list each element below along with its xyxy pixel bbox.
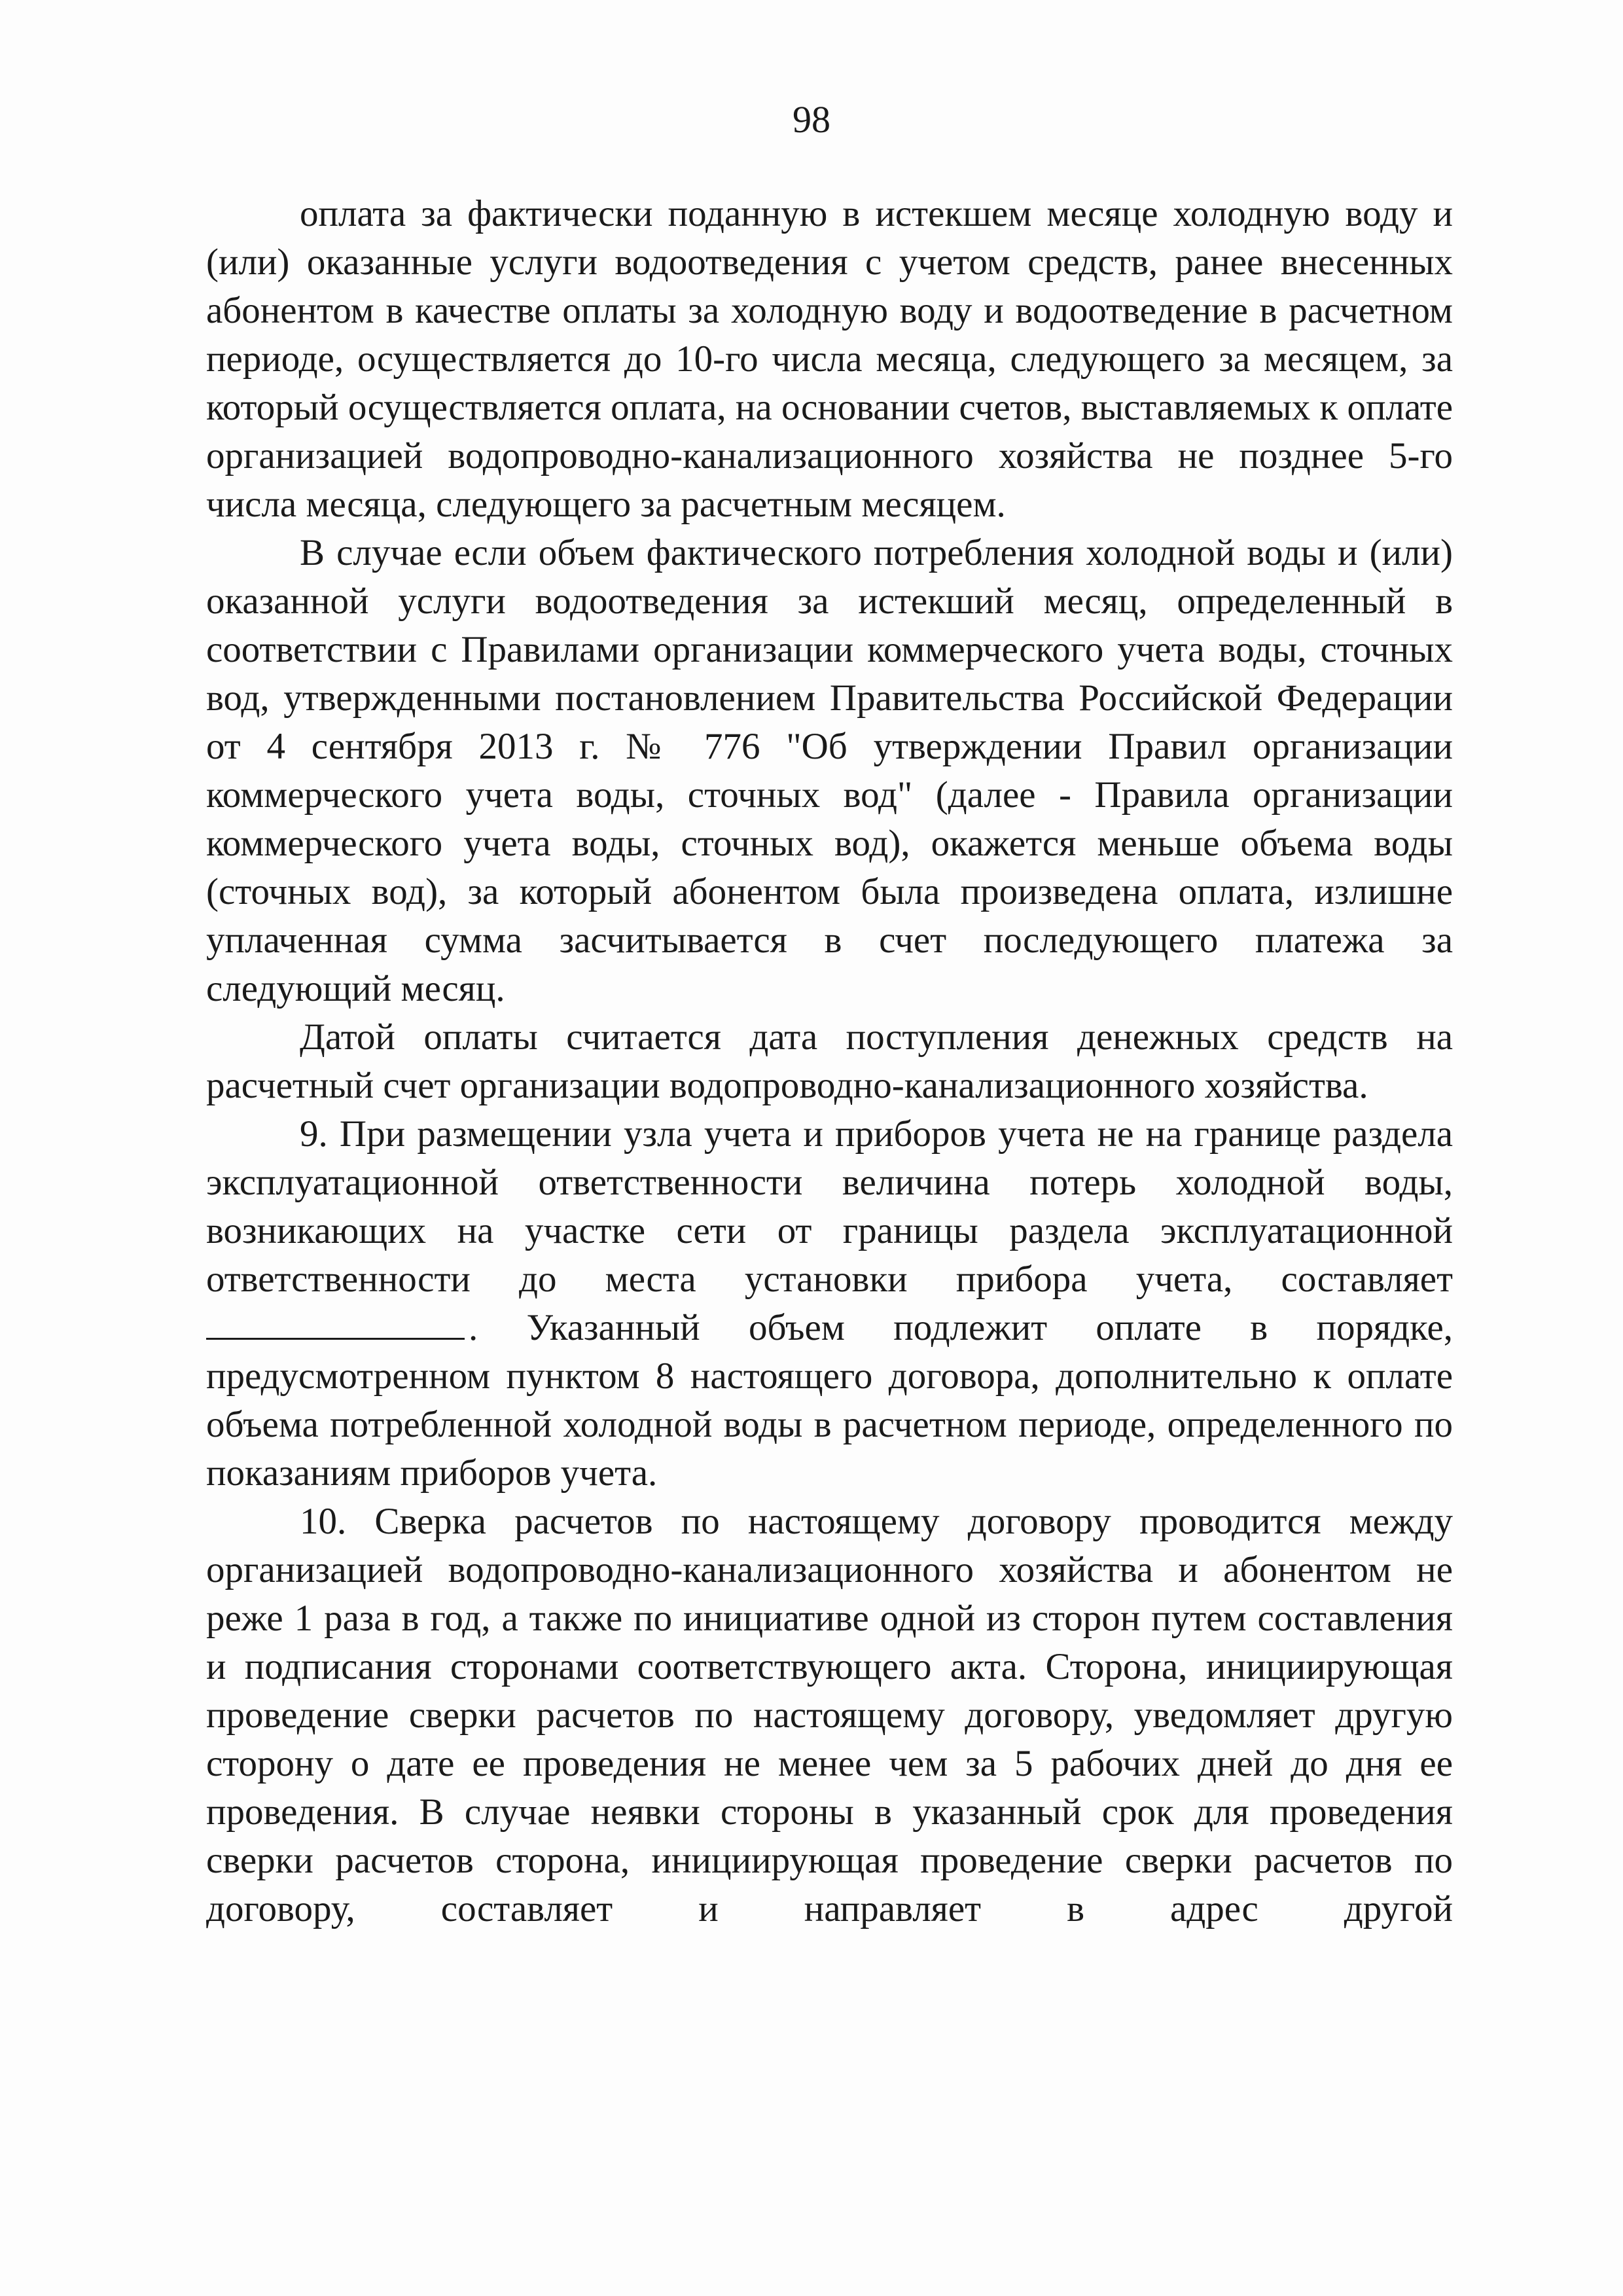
clause-9-text-before-blank: 9. При размещении узла учета и приборов учета не на границе раздела эксплуатационной ответственности величина потерь холодной воды, возникающих на участке сети от границы раздела эксплуатационной ответственности до места установки прибора учета, составляет: [206, 1113, 1453, 1300]
document-body: [206, 190, 1453, 1933]
paragraph-payment-terms: оплата за фактически поданную в истекшем месяце холодную воду и (или) оказанные услуги водоотведения с учетом средств, ранее внесенных абонентом в качестве оплаты за холодную воду и водоотведение в расчетном периоде, осуществляется до 10-го числа месяца, следующего за месяцем, за который осуществляется оплата, на основании счетов, выставляемых к оплате организацией водопроводно-канализационного хозяйства не позднее 5-го числа месяца, следующего за расчетным месяцем.: [206, 193, 1453, 525]
blank-fill-line: [206, 1305, 465, 1340]
paragraph-clause-9: [206, 1110, 1453, 1498]
clause-9-text-after-blank: . Указанный объем подлежит оплате в порядке, предусмотренном пунктом 8 настоящего договора, дополнительно к оплате объема потребленной холодной воды в расчетном периоде, определенного по показаниям приборов учета.: [206, 1307, 1453, 1494]
paragraph-payment-date: Датой оплаты считается дата поступления денежных средств на расчетный счет организации водопроводно-канализационного хозяйства.: [206, 1016, 1453, 1106]
page-number: 98: [793, 98, 830, 141]
paragraph-clause-10: 10. Сверка расчетов по настоящему договору проводится между организацией водопроводно-канализационного хозяйства и абонентом не реже 1 раза в год, а также по инициативе одной из сторон путем составления и подписания сторонами соответствующего акта. Сторона, инициирующая проведение сверки расчетов по настоящему договору, уведомляет другую сторону о дате ее проведения не менее чем за 5 рабочих дней до дня ее проведения. В случае неявки стороны в указанный срок для проведения сверки расчетов сторона, инициирующая проведение сверки расчетов по договору, составляет и направляет в адрес другой: [206, 1501, 1453, 1929]
paragraph-overpayment: В случае если объем фактического потребления холодной воды и (или) оказанной услуги водоотведения за истекший месяц, определенный в соответствии с Правилами организации коммерческого учета воды, сточных вод, утвержденными постановлением Правительства Российской Федерации от 4 сентября 2013 г. № 776 "Об утверждении Правил организации коммерческого учета воды, сточных вод" (далее - Правила организации коммерческого учета воды, сточных вод), окажется меньше объема воды (сточных вод), за который абонентом была произведена оплата, излишне уплаченная сумма засчитывается в счет последующего платежа за следующий месяц.: [206, 532, 1453, 1009]
